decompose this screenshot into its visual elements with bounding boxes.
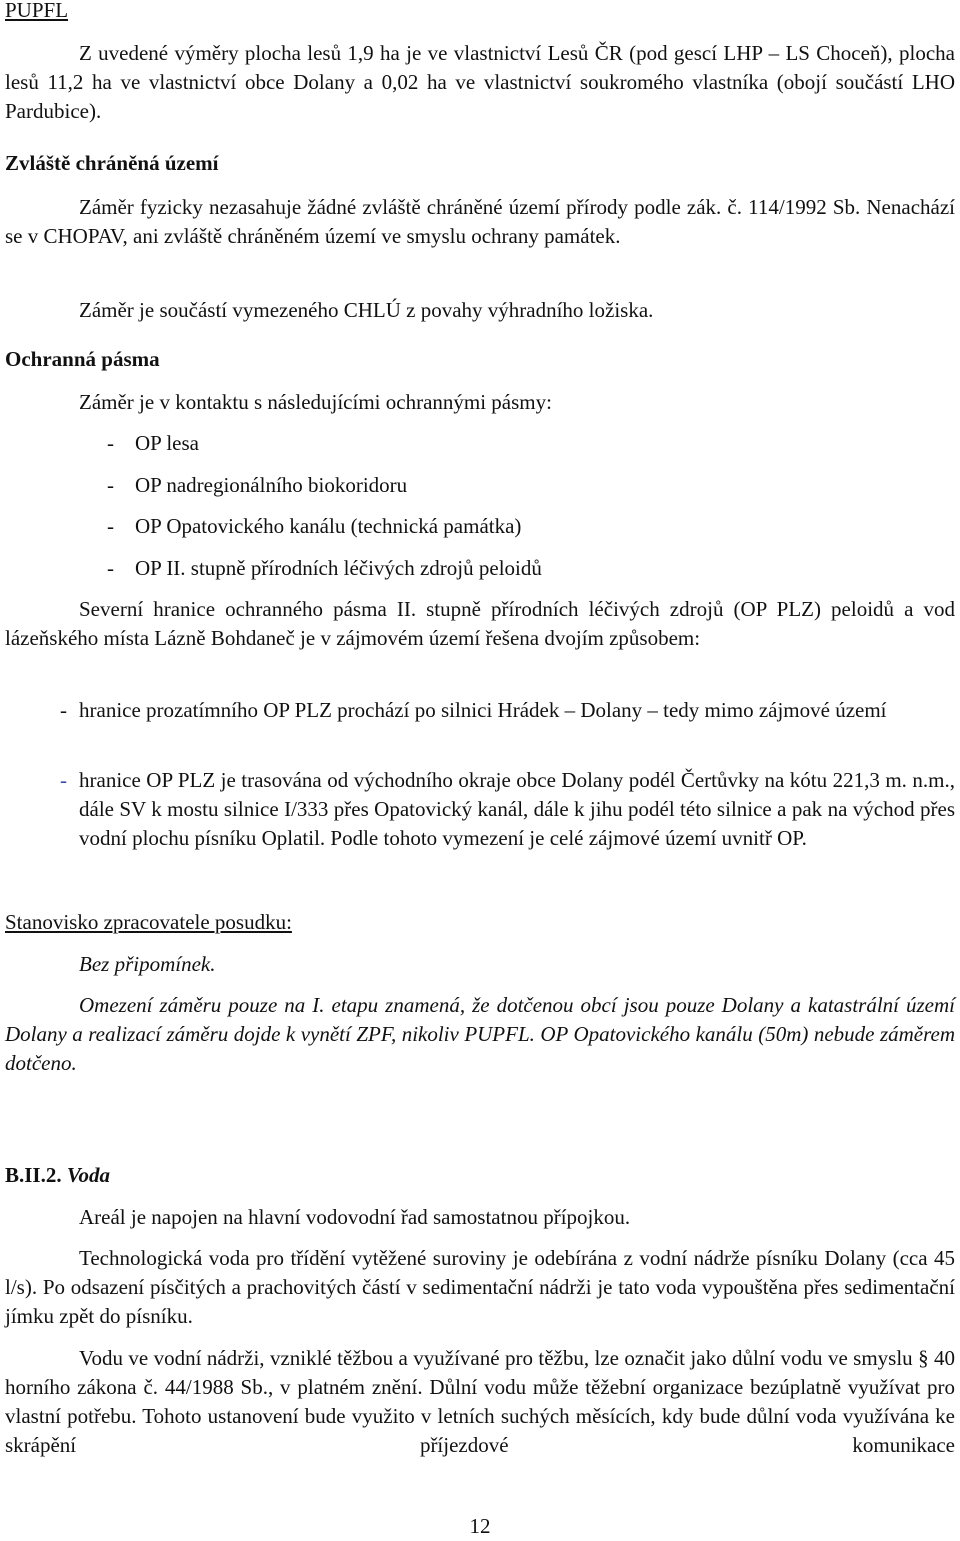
bullet-text: hranice prozatímního OP PLZ prochází po silnici Hrádek – Dolany – tedy mimo zájmové území — [79, 698, 887, 722]
chlu-paragraph: Záměr je součástí vymezeného CHLÚ z povahy výhradního ložiska. — [79, 298, 654, 322]
list-dash: - — [107, 431, 114, 455]
heading-stanovisko: Stanovisko zpracovatele posudku: — [5, 910, 292, 934]
stanovisko-line-2: Omezení záměru pouze na I. etapu znamená, že dotčenou obcí jsou pouze Dolany a katastrální území Dolany a realizací záměru dojde k vynětí ZPF, nikoliv PUPFL. OP Opatovického kanálu (50m) nebude záměrem dotčeno. — [5, 993, 955, 1075]
intro-paragraph: Z uvedené výměry plocha lesů 1,9 ha je ve vlastnictví Lesů ČR (pod gescí LHP – LS Choceň), plocha lesů 11,2 ha ve vlastnictví obce Dolany a 0,02 ha ve vlastnictví soukromého vlastníka (obojí součástí LHO Pardubice). — [5, 41, 955, 123]
list-item — [107, 471, 955, 500]
voda-paragraph-1: Areál je napojen na hlavní vodovodní řad samostatnou přípojkou. — [79, 1205, 631, 1229]
list-item — [107, 512, 955, 541]
list-dash: - — [107, 556, 114, 580]
heading-ochranna-pasma: Ochranná pásma — [5, 347, 160, 371]
page-number: 12 — [469, 1514, 491, 1538]
list-item-text: OP Opatovického kanálu (technická památka) — [135, 514, 522, 538]
zchu-paragraph: Záměr fyzicky nezasahuje žádné zvláště chráněné území přírody podle zák. č. 114/1992 Sb. Nenachází se v CHOPAV, ani zvláště chráněném území ve smyslu ochrany památek. — [5, 195, 955, 248]
heading-voda — [5, 1161, 955, 1190]
bullet-item — [60, 766, 955, 853]
section-title-pupfl: PUPFL — [5, 0, 69, 22]
op-intro: Záměr je v kontaktu s následujícími ochrannými pásmy: — [79, 390, 552, 414]
list-item — [107, 554, 955, 583]
voda-paragraph-2: Technologická voda pro třídění vytěžené suroviny je odebírána z vodní nádrže písníku Dolany (cca 45 l/s). Po odsazení písčitých a prachovitých částí v sedimentační nádrži je tato voda vypouštěna přes sedimentační jímku zpět do písníku. — [5, 1246, 955, 1328]
heading-zchu: Zvláště chráněná území — [5, 151, 219, 175]
voda-paragraph-3: Vodu ve vodní nádrži, vzniklé těžbou a využívané pro těžbu, lze označit jako důlní vodu ve smyslu § 40 horního zákona č. 44/1988 Sb., v platném znění. Důlní vodu může těžební organizace bezúplatně využívat pro vlastní potřebu. Tohoto ustanovení bude využito v letních suchých měsících, kdy bude důlní voda využívána ke skrápění příjezdové komunikace — [5, 1346, 955, 1457]
heading-voda-number: B.II.2. — [5, 1163, 62, 1187]
heading-voda-title: Voda — [66, 1163, 111, 1187]
bullet-text: hranice OP PLZ je trasována od východního okraje obce Dolany podél Čertůvky na kótu 221,3 m. n.m., dále SV k mostu silnice I/333 přes Opatovický kanál, dále k jihu podél této silnice a pak na východ přes vodní plochu písníku Oplatil. Podle tohoto vymezení je celé zájmové území uvnitř OP. — [79, 768, 955, 850]
list-dash: - — [107, 473, 114, 497]
bullet-dash: - — [60, 698, 67, 722]
op-plz-paragraph: Severní hranice ochranného pásma II. stupně přírodních léčivých zdrojů (OP PLZ) peloidů a vod lázeňského místa Lázně Bohdaneč je v zájmovém území řešena dvojím způsobem: — [5, 597, 955, 650]
list-dash: - — [107, 514, 114, 538]
list-item-text: OP nadregionálního biokoridoru — [135, 473, 408, 497]
bullet-dash: - — [60, 768, 67, 792]
bullet-item — [60, 696, 955, 725]
list-item — [107, 429, 955, 458]
list-item-text: OP lesa — [135, 431, 199, 455]
list-item-text: OP II. stupně přírodních léčivých zdrojů peloidů — [135, 556, 542, 580]
stanovisko-line-1: Bez připomínek. — [79, 952, 216, 976]
